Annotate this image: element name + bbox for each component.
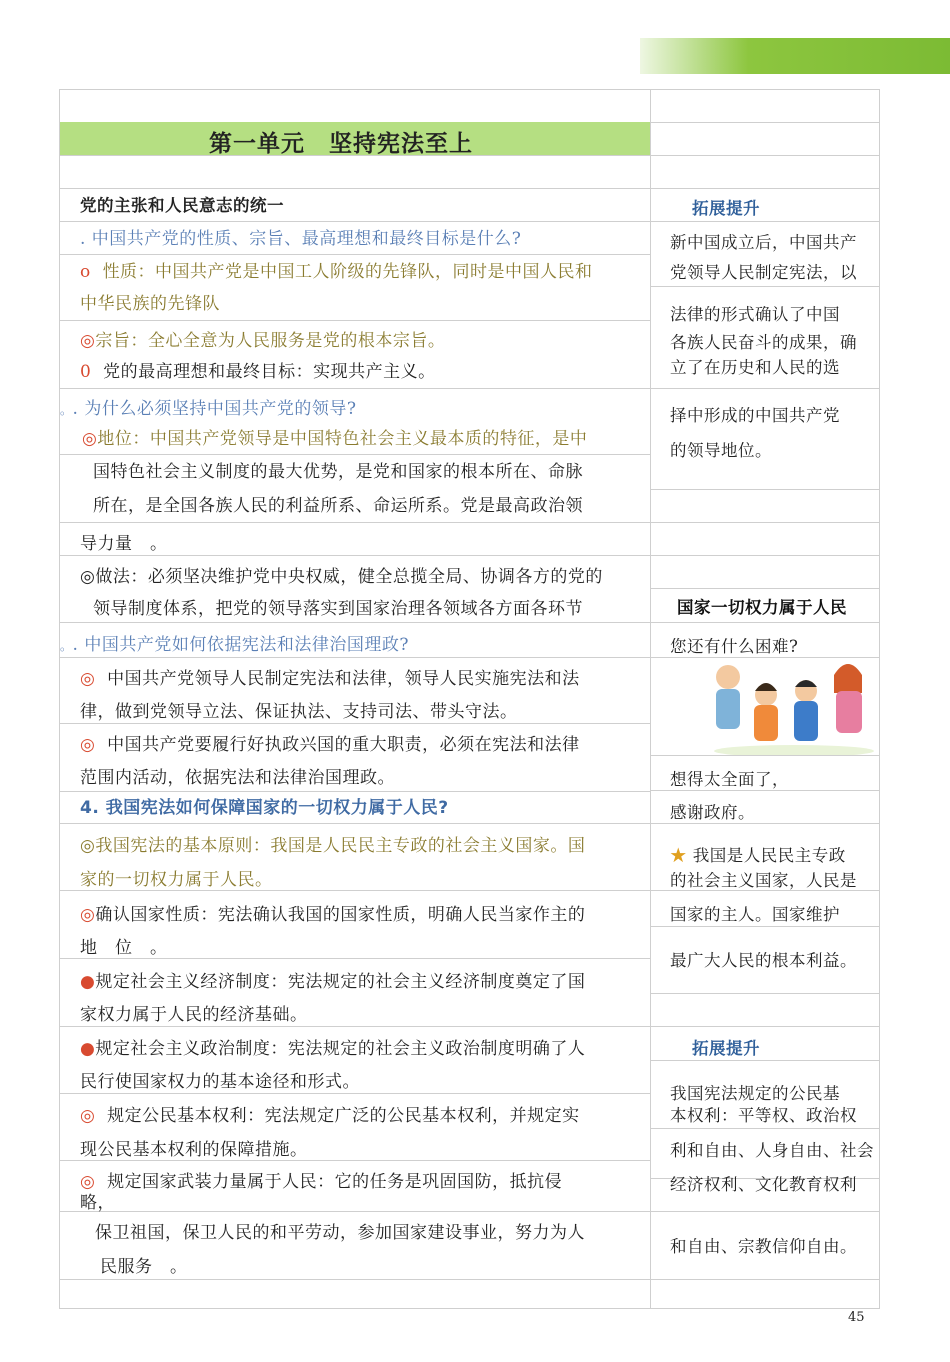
double-circle-bullet-icon: ◎ [80, 669, 96, 689]
q4-economic-line1: ●规定社会主义经济制度：宪法规定的社会主义经济制度奠定了国 [80, 972, 586, 992]
sidebar-text: 各族人民奋斗的成果，确 [670, 333, 857, 352]
q4-army-line3: 民服务 。 [100, 1257, 188, 1277]
q1-purpose: ◎宗旨：全心全意为人民服务是党的根本宗旨。 [80, 331, 446, 351]
double-circle-bullet-icon: ◎ [82, 429, 98, 449]
dot-icon: 。 [60, 403, 73, 417]
sidebar-text: 我国宪法规定的公民基 [670, 1084, 840, 1103]
q2-status-line1: ◎地位：中国共产党领导是中国特色社会主义最本质的特征，是中 [82, 429, 588, 449]
sidebar-text: 的领导地位。 [670, 441, 772, 460]
sidebar-text: 法律的形式确认了中国 [670, 305, 840, 324]
question-2: 。. 为什么必须坚持中国共产党的领导? [60, 399, 357, 419]
q1-nature-line1: o 性质：中国共产党是中国工人阶级的先锋队，同时是中国人民和 [80, 262, 593, 282]
sidebar-text: 择中形成的中国共产党 [670, 406, 840, 425]
sidebar-text: 的社会主义国家，人民是 [670, 871, 857, 890]
q1-nature-line2: 中华民族的先锋队 [80, 294, 220, 314]
sidebar-text: 利和自由、人身自由、社会 [670, 1141, 874, 1160]
filled-circle-bullet-icon: ● [80, 1039, 96, 1059]
page-number: 45 [848, 1310, 865, 1325]
sidebar-heading-power: 国家一切权力属于人民 [677, 598, 847, 617]
dot-icon: 。 [60, 639, 73, 653]
q4-army-line1b: 略， [80, 1193, 115, 1213]
header-green-band [640, 38, 950, 74]
q4-army-line2: 保卫祖国，保卫人民的和平劳动，参加国家建设事业，努力为人 [95, 1223, 585, 1243]
circle-bullet-icon: o [80, 262, 91, 282]
q4-economic-line2: 家权力属于人民的经济基础。 [80, 1005, 308, 1025]
q1-ideal: 0 党的最高理想和最终目标：实现共产主义。 [80, 362, 436, 382]
sidebar-text: 立了在历史和人民的选 [670, 358, 840, 377]
q4-political-line1: ●规定社会主义政治制度：宪法规定的社会主义政治制度明确了人 [80, 1039, 586, 1059]
sidebar-text: 国家的主人。国家维护 [670, 905, 840, 924]
double-circle-bullet-icon: ◎ [80, 331, 96, 351]
double-circle-bullet-icon: ◎ [80, 905, 96, 925]
q4-nature-line1: ◎确认国家性质：宪法确认我国的国家性质，明确人民当家作主的 [80, 905, 586, 925]
star-icon: ★ [670, 846, 687, 865]
q4-nature-line2: 地 位 。 [80, 938, 168, 958]
sidebar-text: 和自由、宗教信仰自由。 [670, 1237, 857, 1256]
double-circle-bullet-icon: ◎ [80, 1106, 96, 1126]
section-title: 党的主张和人民意志的统一 [80, 196, 284, 215]
q2-status-line3: 所在，是全国各族人民的利益所系、命运所系。党是最高政治领 [93, 496, 583, 516]
cartoon-caption-reply1: 想得太全面了， [670, 770, 789, 789]
q2-status-line4: 导力量 。 [80, 534, 168, 554]
question-4: 4. 我国宪法如何保障国家的一切权力属于人民? [80, 798, 449, 818]
q3-b-line2: 范围内活动，依据宪法和法律治国理政。 [80, 768, 395, 788]
q3-a-line1: ◎ 中国共产党领导人民制定宪法和法律，领导人民实施宪法和法 [80, 669, 580, 689]
question-3: 。. 中国共产党如何依据宪法和法律治国理政? [60, 635, 409, 655]
sidebar-text: 新中国成立后，中国共产 [670, 233, 857, 252]
q4-political-line2: 民行使国家权力的基本途径和形式。 [80, 1072, 360, 1092]
q4-army-line1: ◎ 规定国家武装力量属于人民：它的任务是巩固国防，抵抗侵 [80, 1172, 563, 1192]
cartoon-caption-question: 您还有什么困难? [670, 637, 799, 656]
q2-method-line1: ◎做法：必须坚决维护党中央权威，健全总揽全局、协调各方的党的 [80, 567, 603, 587]
sidebar-heading-extension-2: 拓展提升 [692, 1039, 760, 1058]
sidebar-text: 本权利：平等权、政治权 [670, 1106, 857, 1125]
q4-rights-line1: ◎ 规定公民基本权利：宪法规定广泛的公民基本权利，并规定实 [80, 1106, 580, 1126]
unit-title: 第一单元 坚持宪法至上 [209, 131, 473, 157]
sidebar-text: 最广大人民的根本利益。 [670, 951, 857, 970]
zero-bullet-icon: 0 [80, 362, 92, 382]
double-circle-bullet-icon: ◎ [80, 735, 96, 755]
sidebar-text: 经济权利、文化教育权利 [670, 1175, 857, 1194]
double-circle-bullet-icon: ◎ [80, 1172, 96, 1192]
sidebar-text: 党领导人民制定宪法，以 [670, 263, 857, 282]
sidebar-heading-extension: 拓展提升 [692, 199, 760, 218]
filled-circle-bullet-icon: ● [80, 972, 96, 992]
sidebar-text: ★ 我国是人民民主专政 [670, 846, 846, 865]
cartoon-caption-reply2: 感谢政府。 [670, 803, 755, 822]
q4-rights-line2: 现公民基本权利的保障措施。 [80, 1140, 308, 1160]
cartoon-illustration [708, 655, 880, 755]
question-1: . 中国共产党的性质、宗旨、最高理想和最终目标是什么? [80, 229, 522, 249]
q4-principle-line2: 家的一切权力属于人民。 [80, 870, 273, 890]
q2-method-line2: 领导制度体系，把党的领导落实到国家治理各领域各方面各环节 [93, 599, 583, 619]
q2-status-line2: 国特色社会主义制度的最大优势，是党和国家的根本所在、命脉 [93, 462, 583, 482]
q3-b-line1: ◎ 中国共产党要履行好执政兴国的重大职责，必须在宪法和法律 [80, 735, 580, 755]
q3-a-line2: 律，做到党领导立法、保证执法、支持司法、带头守法。 [80, 702, 518, 722]
q4-principle-line1: ◎我国宪法的基本原则：我国是人民民主专政的社会主义国家。国 [80, 836, 586, 856]
